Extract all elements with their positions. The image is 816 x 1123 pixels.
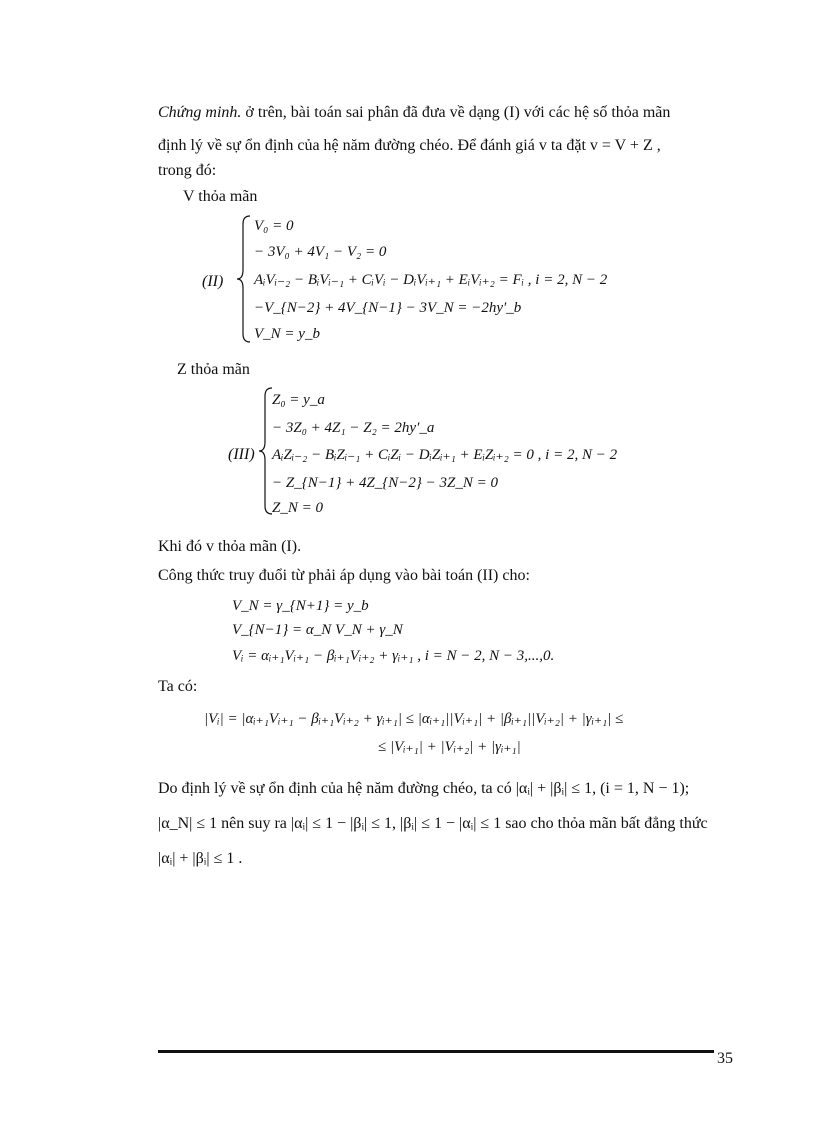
- system-iii-intro: Z thỏa mãn: [177, 361, 250, 378]
- system-ii-eq-4: −V_{N−2} + 4V_{N−1} − 3V_N = −2hy′_b: [254, 300, 522, 316]
- conclusion-line-1: Do định lý về sự ổn định của hệ năm đường chéo, ta có |αᵢ| + |βᵢ| ≤ 1, (i = 1, N − 1);: [158, 780, 690, 797]
- cong-thuc-line: Công thức truy đuổi từ phải áp dụng vào bài toán (II) cho:: [158, 567, 530, 584]
- conclusion-line-2: |α_N| ≤ 1 nên suy ra |αᵢ| ≤ 1 − |βᵢ| ≤ 1, |βᵢ| ≤ 1 − |αᵢ| ≤ 1 sao cho thỏa mãn bất đẳng thức: [158, 815, 708, 832]
- recursion-eq-1: V_N = γ_{N+1} = y_b: [232, 598, 369, 614]
- system-iii-eq-3: AᵢZᵢ₋₂ − BᵢZᵢ₋₁ + CᵢZᵢ − DᵢZᵢ₊₁ + EᵢZᵢ₊₂ = 0 , i = 2, N − 2: [272, 447, 618, 463]
- intro-line-1-text: ở trên, bài toán sai phân đã đưa về dạng (I) với các hệ số thỏa mãn: [241, 104, 671, 121]
- recursion-eq-2: V_{N−1} = α_N V_N + γ_N: [232, 622, 403, 638]
- system-ii-eq-1: V₀ = 0: [254, 218, 294, 234]
- intro-line-1: [158, 103, 670, 123]
- intro-line-3: trong đó:: [158, 162, 217, 179]
- system-ii-eq-5: V_N = y_b: [254, 326, 320, 342]
- system-ii-eq-3: AᵢVᵢ₋₂ − BᵢVᵢ₋₁ + CᵢVᵢ − DᵢVᵢ₊₁ + EᵢVᵢ₊₂ = Fᵢ , i = 2, N − 2: [254, 272, 608, 288]
- conclusion-line-3: |αᵢ| + |βᵢ| ≤ 1 .: [158, 850, 243, 867]
- footer-rule: [158, 1050, 714, 1053]
- system-iii-label: (III): [228, 446, 255, 463]
- proof-lead: Chứng minh.: [158, 104, 242, 121]
- system-ii-label: (II): [202, 273, 224, 290]
- system-ii-intro: V thỏa mãn: [183, 188, 258, 205]
- system-iii-eq-2: − 3Z₀ + 4Z₁ − Z₂ = 2hy′_a: [272, 420, 435, 436]
- ta-co-line: Ta có:: [158, 678, 198, 695]
- system-ii-brace: [236, 214, 252, 344]
- recursion-eq-3: Vᵢ = αᵢ₊₁Vᵢ₊₁ − βᵢ₊₁Vᵢ₊₂ + γᵢ₊₁ , i = N − 2, N − 3,...,0.: [232, 648, 555, 664]
- inequality-line-1: |Vᵢ| = |αᵢ₊₁Vᵢ₊₁ − βᵢ₊₁Vᵢ₊₂ + γᵢ₊₁| ≤ |αᵢ₊₁||Vᵢ₊₁| + |βᵢ₊₁||Vᵢ₊₂| + |γᵢ₊₁| ≤: [204, 711, 624, 727]
- khi-do-line: Khi đó v thỏa mãn (I).: [158, 538, 302, 555]
- intro-line-2: định lý về sự ổn định của hệ năm đường chéo. Để đánh giá v ta đặt v = V + Z ,: [158, 137, 661, 154]
- inequality-line-2: ≤ |Vᵢ₊₁| + |Vᵢ₊₂| + |γᵢ₊₁|: [378, 739, 521, 755]
- page-number: 35: [717, 1050, 733, 1067]
- system-iii-eq-5: Z_N = 0: [272, 500, 323, 516]
- system-iii-eq-4: − Z_{N−1} + 4Z_{N−2} − 3Z_N = 0: [272, 475, 499, 491]
- system-ii-eq-2: − 3V₀ + 4V₁ − V₂ = 0: [254, 244, 387, 260]
- system-iii-eq-1: Z₀ = y_a: [272, 392, 325, 408]
